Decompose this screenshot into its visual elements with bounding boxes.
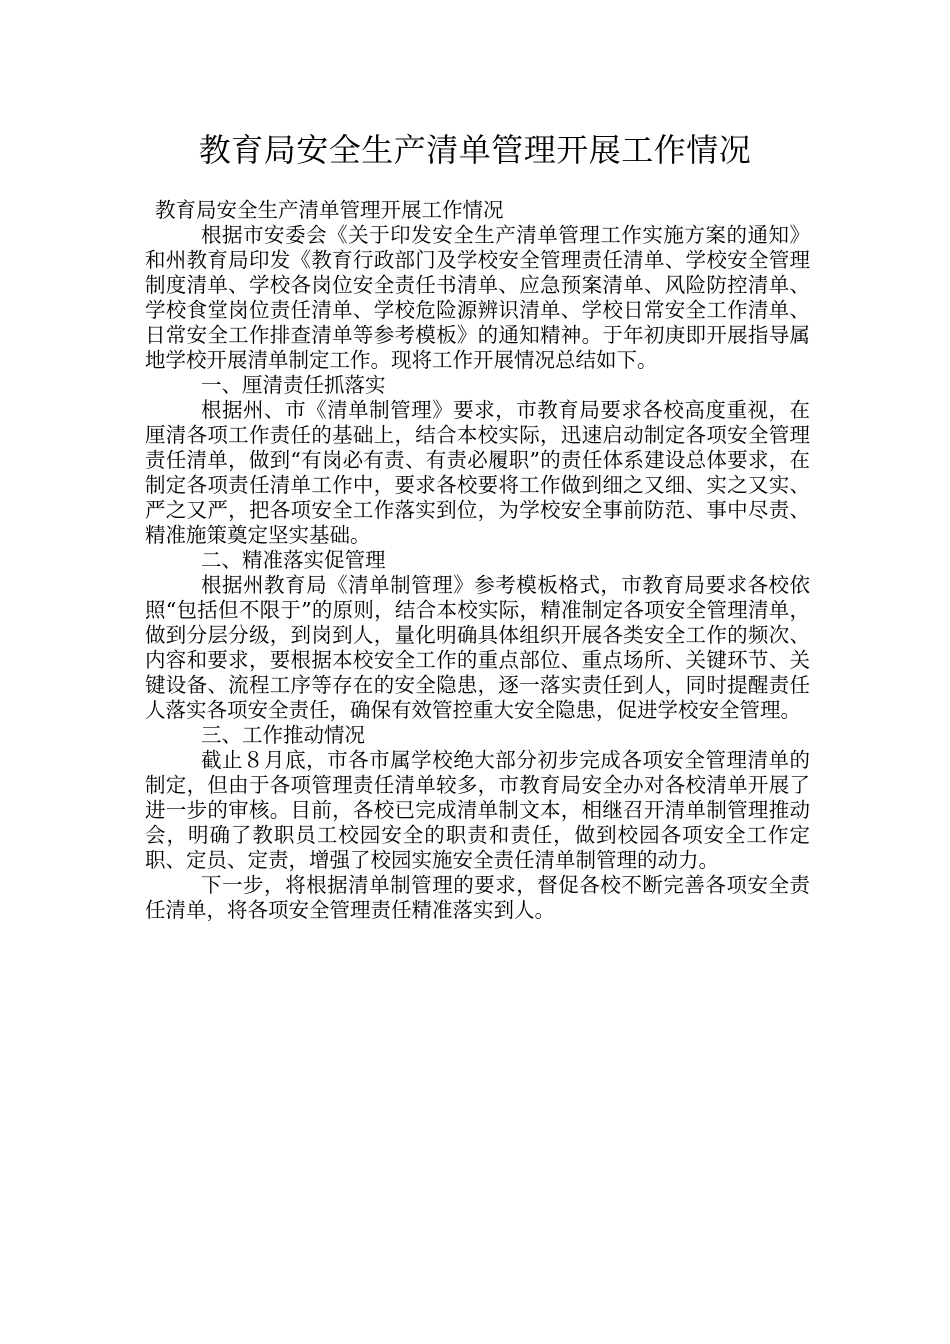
section-3-paragraph: 截止８月底，市各市属学校绝大部分初步完成各项安全管理清单的制定，但由于各项管理责任清单较多，市教育局安全办对各校清单开展了进一步的审核。目前，各校已完成清单制文本，相继召开清单制管理推动会，明确了教职员工校园安全的职责和责任，做到校园各项安全工作定职、定员、定责，增强了校园实施安全责任清单制管理的动力。 <box>145 748 810 872</box>
section-2-heading: 二、精准落实促管理 <box>201 548 386 572</box>
intro-paragraph: 根据市安委会《关于印发安全生产清单管理工作实施方案的通知》和州教育局印发《教育行政部门及学校安全管理责任清单、学校安全管理制度清单、学校各岗位安全责任书清单、应急预案清单、风险防控清单、学校食堂岗位责任清单、学校危险源辨识清单、学校日常安全工作清单、日常安全工作排查清单等参考模板》的通知精神。于年初庚即开展指导属地学校开展清单制定工作。现将工作开展情况总结如下。 <box>145 223 810 372</box>
section-2-paragraph: 根据州教育局《清单制管理》参考模板格式，市教育局要求各校依照“包括但不限于”的原则，结合本校实际，精准制定各项安全管理清单，做到分层分级，到岗到人，量化明确具体组织开展各类安全工作的频次、内容和要求，要根据本校安全工作的重点部位、重点场所、关键环节、关键设备、流程工序等存在的安全隐患，逐一落实责任到人，同时提醒责任人落实各项安全责任，确保有效管控重大安全隐患，促进学校安全管理。 <box>145 573 810 722</box>
section-3-heading: 三、工作推动情况 <box>201 723 365 747</box>
section-1-heading: 一、厘清责任抓落实 <box>201 373 386 397</box>
document-title: 教育局安全生产清单管理开展工作情况 <box>198 131 752 169</box>
document-body <box>145 198 810 923</box>
closing-paragraph: 下一步，将根据清单制管理的要求，督促各校不断完善各项安全责任清单，将各项安全管理责任精准落实到人。 <box>145 873 810 922</box>
document-subtitle: 教育局安全生产清单管理开展工作情况 <box>155 198 504 222</box>
section-1-paragraph: 根据州、市《清单制管理》要求，市教育局要求各校高度重视，在厘清各项工作责任的基础上，结合本校实际，迅速启动制定各项安全管理责任清单，做到“有岗必有责、有责必履职”的责任体系建设总体要求，在制定各项责任清单工作中，要求各校要将工作做到细之又细、实之又实、严之又严，把各项安全工作落实到位，为学校安全事前防范、事中尽责、精准施策奠定坚实基础。 <box>145 398 810 547</box>
